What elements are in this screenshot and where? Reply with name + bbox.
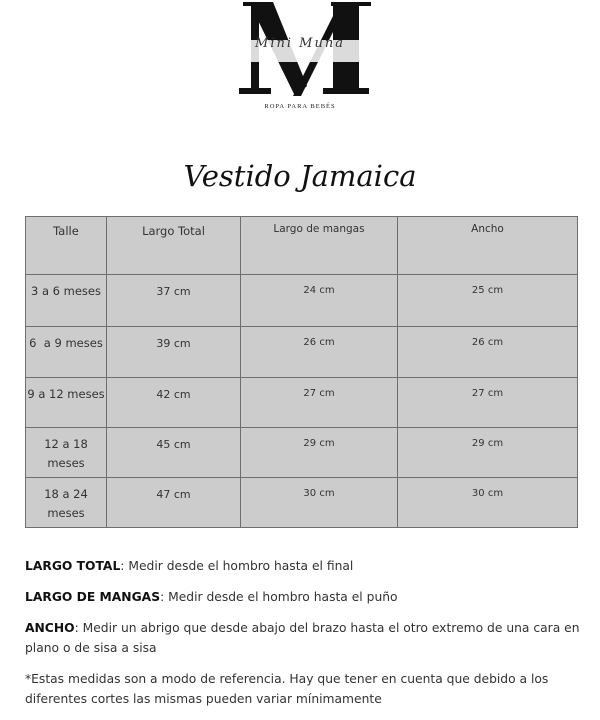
- cell-talle: 12 a 18 meses: [26, 428, 107, 478]
- note-largo-mangas: [25, 587, 580, 607]
- cell-largo-total: 47 cm: [107, 478, 241, 528]
- brand-logo: [215, 0, 385, 140]
- note-term: LARGO TOTAL: [25, 559, 121, 573]
- table-row: [26, 275, 578, 327]
- cell-ancho: 30 cm: [398, 478, 578, 528]
- table-row: [26, 478, 578, 528]
- note-term: ANCHO: [25, 621, 75, 635]
- cell-largo-total: 42 cm: [107, 378, 241, 428]
- cell-largo-total: 45 cm: [107, 428, 241, 478]
- cell-talle: 6 a 9 meses: [26, 327, 107, 378]
- table-row: [26, 327, 578, 378]
- note-term: LARGO DE MANGAS: [25, 590, 161, 604]
- note-ancho: [25, 618, 580, 658]
- header-talle: Talle: [26, 217, 107, 275]
- cell-largo-total: 39 cm: [107, 327, 241, 378]
- cell-talle: 3 a 6 meses: [26, 275, 107, 327]
- logo-script-name: Mini Muna: [255, 36, 345, 51]
- header-ancho: Ancho: [398, 217, 578, 275]
- product-title: Vestido Jamaica: [183, 159, 417, 193]
- header-largo-mangas: Largo de mangas: [241, 217, 398, 275]
- cell-talle: 18 a 24 meses: [26, 478, 107, 528]
- cell-largo-total: 37 cm: [107, 275, 241, 327]
- table-header-row: [26, 217, 578, 275]
- note-text: : Medir desde el hombro hasta el final: [120, 559, 354, 573]
- table-row: [26, 378, 578, 428]
- note-largo-total: [25, 556, 580, 576]
- note-text: : Medir un abrigo que desde abajo del brazo hasta el otro extremo de una cara en plano o de sisa a sisa: [25, 621, 580, 655]
- cell-ancho: 29 cm: [398, 428, 578, 478]
- cell-largo-mangas: 26 cm: [241, 327, 398, 378]
- note-text: : Medir desde el hombro hasta el puño: [160, 590, 398, 604]
- cell-largo-mangas: 30 cm: [241, 478, 398, 528]
- cell-largo-mangas: 27 cm: [241, 378, 398, 428]
- size-chart-table: [25, 216, 578, 528]
- cell-ancho: 27 cm: [398, 378, 578, 428]
- logo-tagline: ROPA PARA BEBÉS: [264, 103, 336, 110]
- cell-largo-mangas: 29 cm: [241, 428, 398, 478]
- table-row: [26, 428, 578, 478]
- cell-ancho: 26 cm: [398, 327, 578, 378]
- note-disclaimer: *Estas medidas son a modo de referencia. Hay que tener en cuenta que debido a los diferentes cortes las mismas pueden variar mínimamente: [25, 672, 549, 706]
- cell-ancho: 25 cm: [398, 275, 578, 327]
- measurement-notes: [25, 556, 580, 720]
- header-largo-total: Largo Total: [107, 217, 241, 275]
- cell-talle: 9 a 12 meses: [26, 378, 107, 428]
- cell-largo-mangas: 24 cm: [241, 275, 398, 327]
